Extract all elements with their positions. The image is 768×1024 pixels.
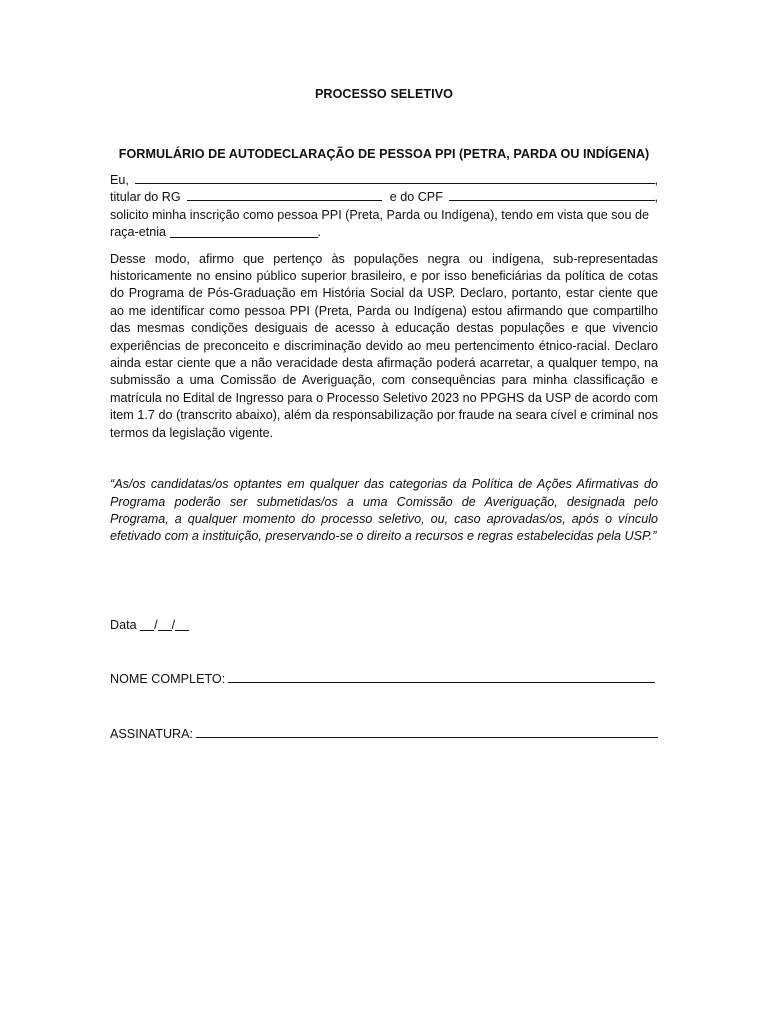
rg-cpf-line — [110, 189, 658, 206]
date-label: Data — [110, 617, 137, 632]
cpf-blank-field[interactable] — [449, 189, 655, 201]
declaration-paragraph: Desse modo, afirmo que pertenço às populações negra ou indígena, sub-representadas historicamente no ensino público superior brasileiro, e por isso beneficiárias da política de cotas do Programa de Pós-Graduação em História Social da USP. Declaro, portanto, estar ciente que ao me identificar como pessoa PPI (Preta, Parda ou Indígena) estou afirmando que compartilho das mesmas condições desiguais de acesso à educação destas populações e que vivencio experiências de preconceito e discriminação devido ao meu pertencimento étnico-racial. Declaro ainda estar ciente que a não veracidade desta afirmação poderá acarretar, a qualquer tempo, na submissão a uma Comissão de Averiguação, com consequências para minha classificação e matrícula no Edital de Ingresso para o Processo Seletivo 2023 no PPGHS da USP de acordo com item 1.7 do (transcrito abaixo), além da responsabilização por fraude na seara cível e criminal nos termos da legislação vigente. — [110, 251, 658, 440]
intro-paragraph — [110, 172, 658, 242]
full-name-line — [110, 671, 655, 688]
document-content — [110, 86, 658, 743]
rg-label: titular do RG — [110, 190, 181, 205]
month-blank-field[interactable] — [158, 619, 172, 631]
quoted-rule: “As/os candidatas/os optantes em qualquer das categorias da Política de Ações Afirmativas do Programa poderão ser submetidas/os a uma Comissão de Averiguação, designada pelo Programa, a qualquer momento do processo seletivo, ou, caso aprovadas/os, após o vínculo efetivado com a instituição, preservando-se o direito a recursos e regras estabelecidas pela USP.” — [110, 477, 658, 544]
date-sep-2: / — [171, 617, 176, 632]
date-line — [110, 617, 658, 634]
inscription-line — [110, 207, 658, 224]
signature-line — [110, 726, 658, 743]
rg-cpf-comma: , — [654, 190, 658, 205]
rg-blank-field[interactable] — [187, 189, 382, 201]
year-blank-field[interactable] — [175, 619, 189, 631]
intro-comma: , — [654, 173, 658, 187]
inscription-text: solicito minha inscrição como pessoa PPI (Preta, Parda ou Indígena), tendo em vista que sou de — [110, 207, 650, 222]
race-label: raça-etnia — [110, 225, 167, 240]
name-line — [110, 172, 658, 189]
cpf-label: e do CPF — [389, 190, 443, 205]
document-title: PROCESSO SELETIVO — [314, 87, 453, 101]
date-sep-1: / — [154, 617, 158, 632]
day-blank-field[interactable] — [140, 619, 154, 631]
race-line — [110, 224, 658, 241]
full-name-label: NOME COMPLETO: — [110, 672, 226, 687]
race-period: . — [317, 225, 322, 240]
signature-blank-field[interactable] — [196, 726, 658, 738]
intro-eu-label: Eu, — [110, 173, 129, 187]
signature-label: ASSINATURA: — [110, 726, 194, 741]
name-blank-field[interactable] — [135, 172, 655, 184]
full-name-blank-field[interactable] — [228, 671, 655, 683]
form-title: FORMULÁRIO DE AUTODECLARAÇÃO DE PESSOA PPI (PETRA, PARDA OU INDÍGENA) — [118, 147, 650, 161]
race-blank-field[interactable] — [170, 226, 318, 238]
